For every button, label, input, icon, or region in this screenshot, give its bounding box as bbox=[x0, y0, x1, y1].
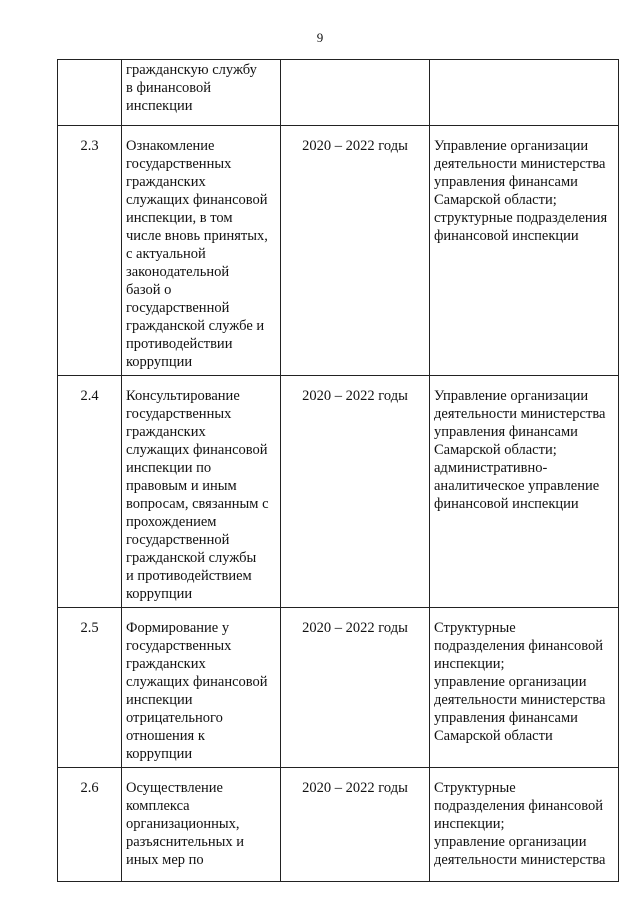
activity-cell bbox=[122, 768, 281, 882]
row-number-cell bbox=[58, 768, 122, 882]
responsible-cell bbox=[430, 768, 619, 882]
responsible-cell bbox=[430, 60, 619, 126]
period-cell bbox=[281, 768, 430, 882]
activity-text: Консультирование государственных гражданских служащих финансовой инспекции по правовым и иным вопросам, связанным с прохождением государственной гражданской службы и противодействием коррупции bbox=[126, 388, 269, 602]
row-number: 2.6 bbox=[80, 780, 99, 796]
table-row bbox=[58, 608, 619, 768]
period-cell bbox=[281, 608, 430, 768]
period-text: 2020 – 2022 годы bbox=[302, 138, 408, 154]
row-number-cell bbox=[58, 608, 122, 768]
row-number: 2.3 bbox=[80, 138, 99, 154]
responsible-cell bbox=[430, 376, 619, 608]
row-number: 2.4 bbox=[80, 388, 99, 404]
period-cell bbox=[281, 376, 430, 608]
period-text: 2020 – 2022 годы bbox=[302, 780, 408, 796]
measures-table bbox=[57, 59, 619, 882]
responsible-cell bbox=[430, 126, 619, 376]
table-row bbox=[58, 126, 619, 376]
period-text: 2020 – 2022 годы bbox=[302, 620, 408, 636]
table-row bbox=[58, 60, 619, 126]
row-number-cell bbox=[58, 376, 122, 608]
responsible-text: Структурные подразделения финансовой инспекции; управление организации деятельности министерства управления финансами Самарской области bbox=[434, 620, 606, 744]
table-row bbox=[58, 768, 619, 882]
activity-cell bbox=[122, 376, 281, 608]
row-number: 2.5 bbox=[80, 620, 99, 636]
responsible-cell bbox=[430, 608, 619, 768]
activity-cell bbox=[122, 126, 281, 376]
activity-text: Осуществление комплекса организационных, разъяснительных и иных мер по bbox=[126, 780, 245, 868]
period-text: 2020 – 2022 годы bbox=[302, 388, 408, 404]
activity-text: Формирование у государственных гражданских служащих финансовой инспекции отрицательного отношения к коррупции bbox=[126, 620, 268, 762]
period-cell bbox=[281, 60, 430, 126]
activity-cell bbox=[122, 60, 281, 126]
row-number-cell bbox=[58, 60, 122, 126]
responsible-text: Структурные подразделения финансовой инспекции; управление организации деятельности министерства bbox=[434, 780, 606, 868]
row-number-cell bbox=[58, 126, 122, 376]
period-cell bbox=[281, 126, 430, 376]
activity-cell bbox=[122, 608, 281, 768]
page-number: 9 bbox=[316, 30, 324, 45]
responsible-text: Управление организации деятельности министерства управления финансами Самарской области; структурные подразделения финансовой инспекции bbox=[434, 138, 608, 244]
activity-text: гражданскую службу в финансовой инспекции bbox=[126, 62, 257, 114]
activity-text: Ознакомление государственных гражданских служащих финансовой инспекции, в том числе вновь принятых, с актуальной законодательной базой о государственной гражданской службе и противодействии коррупции bbox=[126, 138, 268, 370]
table-row bbox=[58, 376, 619, 608]
responsible-text: Управление организации деятельности министерства управления финансами Самарской области; административно- аналитическое управление финансовой инспекции bbox=[434, 388, 606, 512]
